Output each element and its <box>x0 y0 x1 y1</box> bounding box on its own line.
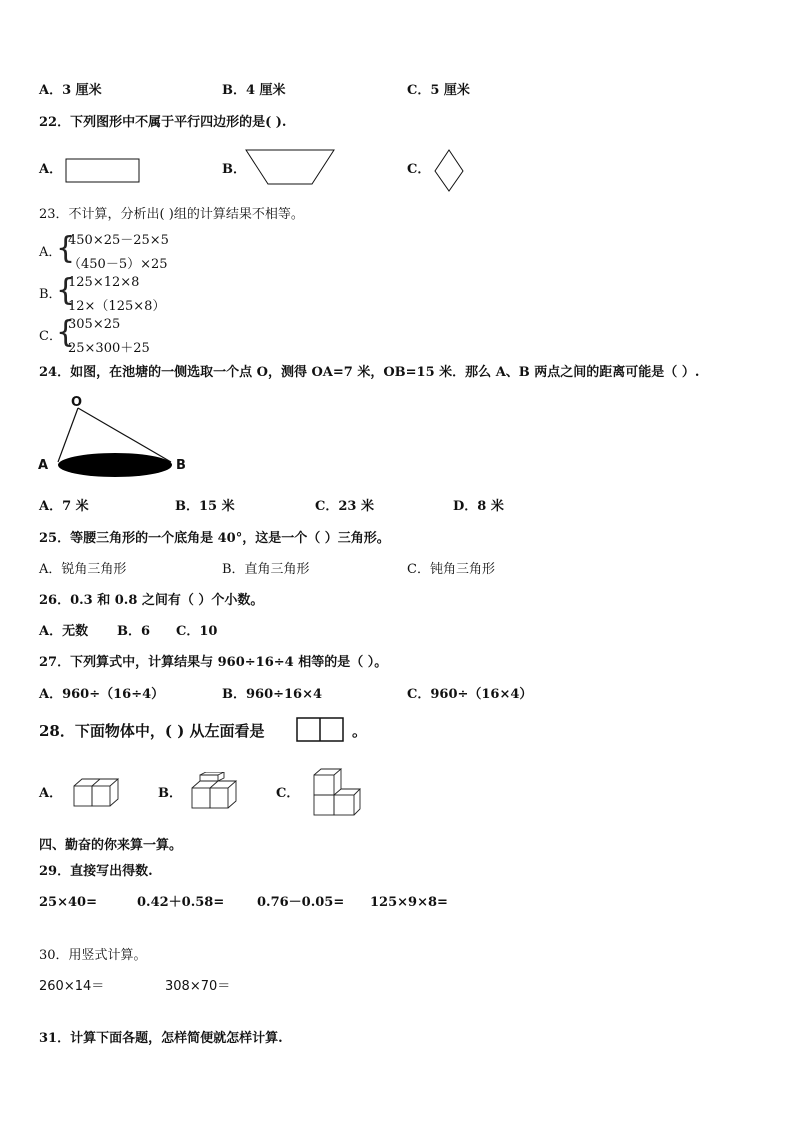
brace-icon: { <box>56 315 76 350</box>
q23-b-line2: 12×（125×8） <box>68 299 166 314</box>
q22-question: 22．下列图形中不属于平行四边形的是( ). <box>39 115 287 130</box>
q23-b-line1: 125×12×8 <box>68 275 140 290</box>
q29-item-4: 125×9×8= <box>370 895 448 910</box>
q25-question: 25．等腰三角形的一个底角是 40°，这是一个（ ）三角形。 <box>39 531 390 546</box>
q25-option-c: C．钝角三角形 <box>407 562 495 577</box>
q27-option-a: A．960÷（16÷4） <box>39 687 165 702</box>
q26-option-b: B．6 <box>117 624 151 639</box>
q28-label-c: C． <box>276 786 300 801</box>
q27-option-b: B．960÷16×4 <box>222 687 323 702</box>
q26-option-c: C．10 <box>176 624 218 639</box>
q24-option-d: D．8 米 <box>453 499 504 514</box>
cube-stack-icon <box>190 772 242 812</box>
q22-label-c: C． <box>407 162 431 177</box>
q29-item-2: 0.42＋0.58= <box>137 895 225 910</box>
trapezoid-icon <box>245 149 337 187</box>
q24-option-b: B．15 米 <box>175 499 235 514</box>
q25-option-a: A．锐角三角形 <box>39 562 127 577</box>
q26-option-a: A．无数 <box>39 624 89 639</box>
q23-c-line1: 305×25 <box>68 317 121 332</box>
cube-tower-icon <box>312 767 364 817</box>
rectangle-icon <box>65 158 141 184</box>
q24-option-a: A．7 米 <box>39 499 89 514</box>
brace-icon: { <box>56 273 76 308</box>
q25-option-b: B．直角三角形 <box>222 562 310 577</box>
q28-question: 28．下面物体中，( ) 从左面看是 <box>39 722 265 740</box>
rhombus-icon <box>433 149 465 193</box>
q28-label-b: B． <box>158 786 182 801</box>
q21-option-b: B．4 厘米 <box>222 83 286 98</box>
q23-label-b: B． <box>39 287 62 302</box>
q27-option-c: C．960÷（16×4） <box>407 687 533 702</box>
q21-option-c: C．5 厘米 <box>407 83 470 98</box>
q29-item-1: 25×40= <box>39 895 97 910</box>
q23-c-line2: 25×300＋25 <box>68 341 150 356</box>
left-view-icon <box>296 717 346 743</box>
q24-question: 24．如图，在池塘的一侧选取一个点 O，测得 OA=7 米，OB=15 米．那么 A、B 两点之间的距离可能是（ ）. <box>39 365 700 380</box>
pond-figure <box>30 390 200 485</box>
q28-question-end: 。 <box>352 722 368 740</box>
q22-label-b: B． <box>222 162 246 177</box>
point-a-label: A <box>38 458 49 473</box>
q23-label-a: A． <box>39 245 62 260</box>
q24-option-c: C．23 米 <box>315 499 374 514</box>
q29-question: 29．直接写出得数. <box>39 864 153 879</box>
q22-label-a: A． <box>39 162 63 177</box>
point-o-label: O <box>71 395 83 410</box>
q30-item-1: 260×14＝ <box>39 979 105 994</box>
q28-label-a: A． <box>39 786 63 801</box>
q23-label-c: C． <box>39 329 62 344</box>
q31-question: 31．计算下面各题，怎样简便就怎样计算. <box>39 1031 283 1046</box>
q30-item-2: 308×70＝ <box>165 979 231 994</box>
q23-a-line2: （450－5）×25 <box>68 257 168 272</box>
brace-icon: { <box>56 231 76 266</box>
q27-question: 27．下列算式中，计算结果与 960÷16÷4 相等的是（ ）。 <box>39 655 388 670</box>
q23-question: 23．不计算，分析出( )组的计算结果不相等。 <box>39 207 304 222</box>
q26-question: 26．0.3 和 0.8 之间有（ ）个小数。 <box>39 593 264 608</box>
point-b-label: B <box>176 458 186 473</box>
cube-row-icon <box>72 776 124 810</box>
q30-question: 30．用竖式计算。 <box>39 948 147 963</box>
q21-option-a: A．3 厘米 <box>39 83 102 98</box>
q29-item-3: 0.76－0.05= <box>257 895 345 910</box>
section-4-title: 四、勤奋的你来算一算。 <box>39 838 183 853</box>
q23-a-line1: 450×25－25×5 <box>68 233 169 248</box>
